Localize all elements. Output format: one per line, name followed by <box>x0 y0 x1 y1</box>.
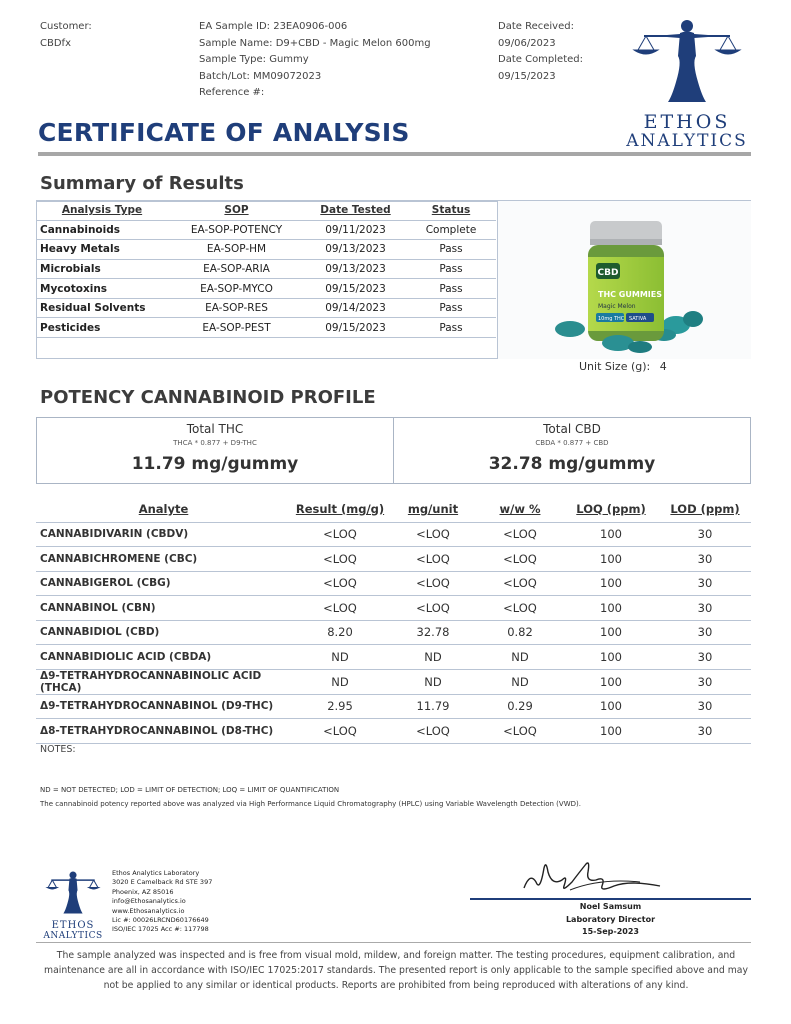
potency-table <box>36 496 751 744</box>
sop: EA-SOP-POTENCY <box>168 220 305 240</box>
dates-block <box>498 19 583 85</box>
loq: 100 <box>563 694 659 719</box>
footer-logo-line2: ANALYTICS <box>43 931 103 941</box>
date-tested: 09/13/2023 <box>305 240 406 260</box>
analyte: Δ9-TETRAHYDROCANNABINOLIC ACID (THCA) <box>36 669 291 694</box>
lady-justice-icon <box>622 12 752 107</box>
analyte: CANNABIGEROL (CBG) <box>36 571 291 596</box>
result: ND <box>291 669 389 694</box>
loq: 100 <box>563 645 659 670</box>
product-badge1: 10mg THC <box>598 316 625 322</box>
sample-name: Sample Name: D9+CBD - Magic Melon 600mg <box>199 37 431 49</box>
sop: EA-SOP-ARIA <box>168 259 305 279</box>
table-row <box>36 719 751 744</box>
customer-label: Customer: <box>40 21 92 32</box>
status: Pass <box>406 240 496 260</box>
date-tested: 09/11/2023 <box>305 220 406 240</box>
date-tested: 09/15/2023 <box>305 318 406 338</box>
lab-address <box>112 869 212 935</box>
analysis-type: Residual Solvents <box>36 298 168 318</box>
table-row <box>36 522 751 547</box>
signature-line <box>470 898 751 900</box>
loq: 100 <box>563 669 659 694</box>
unit-size-label: Unit Size (g): <box>579 360 651 373</box>
table-row <box>36 220 496 240</box>
analysis-type: Microbials <box>36 259 168 279</box>
notes-label: NOTES: <box>40 744 76 755</box>
result: ND <box>291 645 389 670</box>
footer-divider <box>36 942 751 943</box>
sample-type: Sample Type: Gummy <box>199 54 309 65</box>
ethos-logo <box>622 12 752 151</box>
result: <LOQ <box>291 571 389 596</box>
sop: EA-SOP-HM <box>168 240 305 260</box>
table-row <box>36 645 751 670</box>
ww-percent: ND <box>477 669 563 694</box>
summary-table <box>36 201 496 338</box>
potency-col-header: LOQ (ppm) <box>576 501 646 516</box>
potency-col-header: LOD (ppm) <box>670 501 740 516</box>
analysis-type: Cannabinoids <box>36 220 168 240</box>
definitions-note: ND = NOT DETECTED; LOD = LIMIT OF DETECTION; LOQ = LIMIT OF QUANTIFICATION <box>40 786 340 794</box>
sop: EA-SOP-MYCO <box>168 279 305 299</box>
lab-name: Ethos Analytics Laboratory <box>112 869 200 877</box>
loq: 100 <box>563 522 659 547</box>
total-thc-formula: THCA * 0.877 + D9-THC <box>173 439 257 447</box>
status: Pass <box>406 279 496 299</box>
logo-line1: ETHOS <box>643 111 731 133</box>
date-tested: 09/15/2023 <box>305 279 406 299</box>
footer-logo-line1: ETHOS <box>51 920 95 931</box>
logo-line2: ANALYTICS <box>626 131 748 151</box>
sample-id: EA Sample ID: 23EA0906-006 <box>199 21 348 32</box>
mg-unit: 11.79 <box>389 694 477 719</box>
product-image <box>497 201 751 359</box>
lab-license: Lic #: 00026LRCND60176649 <box>112 916 209 925</box>
table-row <box>36 596 751 621</box>
table-row <box>36 318 496 338</box>
analysis-type: Pesticides <box>36 318 168 338</box>
result: 8.20 <box>291 620 389 645</box>
summary-col-header: Status <box>431 204 471 217</box>
sop: EA-SOP-RES <box>168 298 305 318</box>
lab-address1: 3020 E Camelback Rd STE 397 <box>112 878 213 887</box>
analyte: CANNABICHROMENE (CBC) <box>36 547 291 572</box>
loq: 100 <box>563 620 659 645</box>
analyte: CANNABIDIOL (CBD) <box>36 620 291 645</box>
analysis-type: Mycotoxins <box>36 279 168 299</box>
loq: 100 <box>563 719 659 744</box>
lod: 30 <box>659 596 751 621</box>
method-note: The cannabinoid potency reported above was analyzed via High Performance Liquid Chromatography (HPLC) using Variable Wavelength Detection (VWD). <box>40 800 581 808</box>
status: Pass <box>406 298 496 318</box>
ww-percent: 0.29 <box>477 694 563 719</box>
date-completed: 09/15/2023 <box>498 70 556 82</box>
ww-percent: 0.82 <box>477 620 563 645</box>
batch-lot: Batch/Lot: MM09072023 <box>199 70 322 82</box>
analyte: CANNABINOL (CBN) <box>36 596 291 621</box>
analyte: CANNABIDIVARIN (CBDV) <box>36 522 291 547</box>
product-line1: THC GUMMIES <box>598 290 662 299</box>
lod: 30 <box>659 571 751 596</box>
lod: 30 <box>659 522 751 547</box>
summary-col-header: SOP <box>224 204 249 217</box>
ww-percent: <LOQ <box>477 571 563 596</box>
total-cbd-value: 32.78 mg/gummy <box>488 454 656 474</box>
mg-unit: <LOQ <box>389 596 477 621</box>
total-cbd-title: Total CBD <box>543 422 601 436</box>
analyte: Δ8-TETRAHYDROCANNABINOL (D8-THC) <box>36 719 291 744</box>
lod: 30 <box>659 694 751 719</box>
total-thc-title: Total THC <box>186 422 244 436</box>
gummy-jar-image <box>498 201 752 359</box>
total-thc-value: 11.79 mg/gummy <box>131 454 299 474</box>
table-row <box>36 547 751 572</box>
unit-size-value: 4 <box>659 360 667 373</box>
lady-justice-icon <box>36 868 110 916</box>
potency-heading: POTENCY CANNABINOID PROFILE <box>40 387 376 408</box>
customer-value: CBDfx <box>40 37 71 49</box>
lod: 30 <box>659 645 751 670</box>
loq: 100 <box>563 596 659 621</box>
total-cbd-panel <box>393 418 750 483</box>
lod: 30 <box>659 719 751 744</box>
table-row <box>36 279 496 299</box>
product-badge2: SATIVA <box>629 316 647 322</box>
potency-col-header: Analyte <box>138 501 189 516</box>
disclaimer <box>36 948 756 993</box>
status: Pass <box>406 259 496 279</box>
date-received: 09/06/2023 <box>498 37 556 49</box>
title-divider <box>38 152 751 156</box>
ww-percent: <LOQ <box>477 547 563 572</box>
table-row <box>36 620 751 645</box>
lab-email: info@Ethosanalytics.io <box>112 897 186 906</box>
result: <LOQ <box>291 547 389 572</box>
analyte: Δ9-TETRAHYDROCANNABINOL (D9-THC) <box>36 694 291 719</box>
table-row <box>36 240 496 260</box>
footer-logo <box>36 868 110 942</box>
ww-percent: <LOQ <box>477 719 563 744</box>
result: <LOQ <box>291 522 389 547</box>
lab-website: www.Ethosanalytics.io <box>112 906 185 915</box>
ww-percent: <LOQ <box>477 596 563 621</box>
date-tested: 09/13/2023 <box>305 259 406 279</box>
date-received-label: Date Received: <box>498 21 574 32</box>
mg-unit: <LOQ <box>389 719 477 744</box>
mg-unit: ND <box>389 669 477 694</box>
analysis-type: Heavy Metals <box>36 240 168 260</box>
loq: 100 <box>563 547 659 572</box>
ww-percent: ND <box>477 645 563 670</box>
summary-header-row <box>36 201 496 220</box>
status: Complete <box>406 220 496 240</box>
table-row <box>36 259 496 279</box>
sample-block <box>199 19 431 102</box>
unit-size <box>579 360 667 373</box>
signer-role: Laboratory Director <box>565 915 656 924</box>
lod: 30 <box>659 669 751 694</box>
mg-unit: <LOQ <box>389 571 477 596</box>
potency-col-header: w/w % <box>499 501 541 516</box>
reference: Reference #: <box>199 87 265 98</box>
mg-unit: ND <box>389 645 477 670</box>
disclaimer-line: The sample analyzed was inspected and is free from visual mold, mildew, and foreign matter. The testing procedures, equipment calibration, and <box>56 950 736 961</box>
mg-unit: 32.78 <box>389 620 477 645</box>
lab-accreditation: ISO/IEC 17025 Acc #: 117798 <box>112 925 209 934</box>
customer-block <box>40 19 92 52</box>
loq: 100 <box>563 571 659 596</box>
summary-heading: Summary of Results <box>40 173 244 194</box>
product-line2: Magic Melon <box>598 303 636 310</box>
sop: EA-SOP-PEST <box>168 318 305 338</box>
potency-header-row <box>36 496 751 522</box>
totals-box <box>36 417 751 484</box>
page-title: CERTIFICATE OF ANALYSIS <box>38 118 410 147</box>
potency-col-header: Result (mg/g) <box>295 501 385 516</box>
signature-image <box>510 852 680 900</box>
status: Pass <box>406 318 496 338</box>
result: 2.95 <box>291 694 389 719</box>
result: <LOQ <box>291 719 389 744</box>
analyte: CANNABIDIOLIC ACID (CBDA) <box>36 645 291 670</box>
lod: 30 <box>659 620 751 645</box>
date-tested: 09/14/2023 <box>305 298 406 318</box>
signature-date: 15-Sep-2023 <box>582 927 639 936</box>
table-row <box>36 669 751 694</box>
result: <LOQ <box>291 596 389 621</box>
table-row <box>36 571 751 596</box>
mg-unit: <LOQ <box>389 522 477 547</box>
summary-col-header: Analysis Type <box>61 204 143 217</box>
table-row <box>36 694 751 719</box>
potency-col-header: mg/unit <box>407 501 459 516</box>
disclaimer-line: not be applied to any similar or identical products. Reports are prohibited from being reproduced with alterations of any kind. <box>103 980 689 991</box>
signer-name: Noel Samsum <box>579 902 642 911</box>
summary-col-header: Date Tested <box>320 204 391 217</box>
product-brand: CBD <box>597 268 619 278</box>
disclaimer-line: maintenance are all in accordance with ISO/IEC 17025:2017 standards. The presented report is only applicable to the sample specified above and may <box>44 965 748 976</box>
ww-percent: <LOQ <box>477 522 563 547</box>
total-cbd-formula: CBDA * 0.877 + CBD <box>535 439 609 447</box>
mg-unit: <LOQ <box>389 547 477 572</box>
date-completed-label: Date Completed: <box>498 54 583 65</box>
total-thc-panel <box>37 418 393 483</box>
lab-address2: Phoenix, AZ 85016 <box>112 887 174 896</box>
lod: 30 <box>659 547 751 572</box>
table-row <box>36 298 496 318</box>
